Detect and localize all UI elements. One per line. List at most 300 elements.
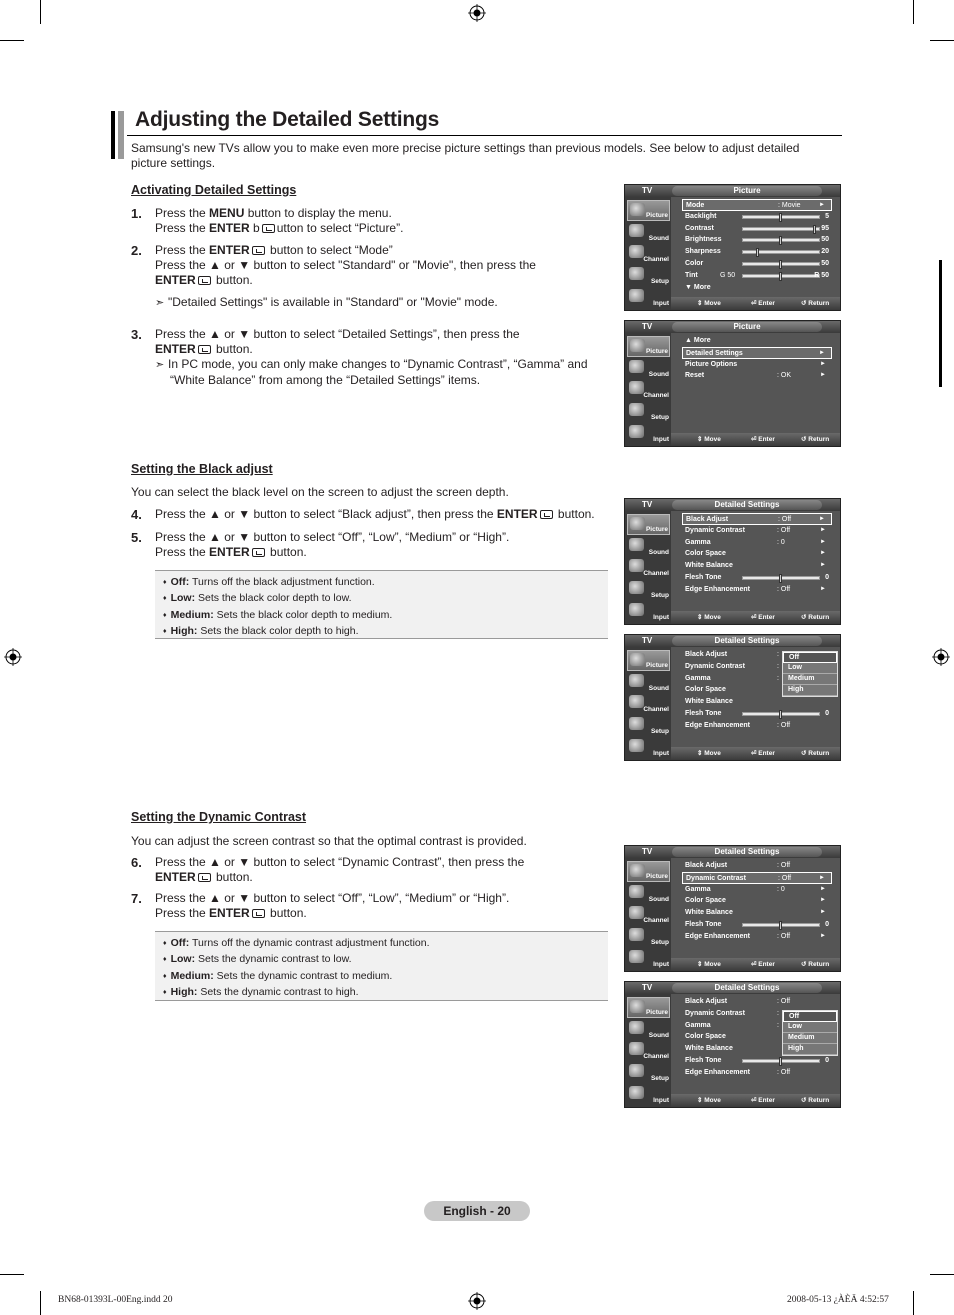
option-item (163, 985, 600, 1001)
page-number: English - 20 (424, 1201, 530, 1221)
crop-mark (930, 1274, 954, 1275)
enter-icon (262, 224, 275, 233)
sound-icon (629, 360, 644, 373)
osd-side-item-setup (627, 265, 670, 286)
osd-menu-row (682, 572, 832, 584)
osd-side-label: Picture (645, 348, 668, 355)
osd-footer-enter: ⏎ Enter (751, 961, 775, 968)
osd-side-item-sound (627, 672, 670, 693)
option-desc: Sets the dynamic contrast to high. (197, 986, 359, 999)
step-number: 2. (131, 243, 142, 258)
osd-side-label: Picture (645, 662, 668, 669)
diamond-bullet-icon: ♦ (163, 972, 167, 980)
osd-footer-move: ⇕ Move (697, 961, 721, 968)
options-box (155, 570, 608, 639)
osd-row-label: Gamma (685, 1021, 711, 1029)
step-number: 7. (131, 891, 142, 906)
option-item (163, 969, 600, 985)
osd-side-item-picture (627, 200, 670, 221)
osd-side-item-picture (627, 997, 670, 1018)
text: ENTER (155, 870, 196, 884)
text: button. (212, 273, 253, 287)
osd-side-label: Picture (645, 873, 668, 880)
osd-row-label: Backlight (685, 212, 717, 220)
enter-icon (198, 873, 211, 882)
osd-side-item-input (627, 948, 670, 969)
enter-icon (198, 276, 211, 285)
osd-row-value: : Off (777, 585, 791, 593)
section-heading: Activating Detailed Settings (131, 183, 297, 197)
osd-footer (671, 958, 841, 971)
osd-row-arrow-icon: ► (820, 550, 826, 557)
setup-icon (629, 717, 644, 730)
osd-row-label: ▼ More (685, 283, 711, 291)
option-key: Medium: (170, 608, 214, 621)
option-item (163, 936, 600, 952)
osd-row-arrow-icon: ► (820, 360, 826, 367)
osd-side-item-setup (627, 401, 670, 422)
osd-menu-row (682, 872, 832, 884)
note-text: In PC mode, you can only make changes to “Dynamic Contrast”, “Gamma” and (168, 357, 588, 371)
osd-side-item-input (627, 287, 670, 308)
osd-footer-return: ↺ Return (801, 750, 830, 757)
osd-side-label: Sound (648, 234, 669, 242)
osd-footer (671, 747, 841, 760)
edge-thumb-mark (939, 260, 942, 387)
option-item (163, 575, 600, 591)
osd-row-label: Dynamic Contrast (685, 662, 745, 670)
setup-icon (629, 928, 644, 941)
osd-menu-row (682, 895, 832, 907)
text: Press the ▲ or ▼ button to select “Dynamic Contrast”, then press the (155, 855, 525, 869)
input-icon (629, 289, 644, 302)
osd-row-label: Detailed Settings (686, 349, 743, 357)
text: button. (212, 870, 253, 884)
osd-menu-list (682, 860, 832, 943)
osd-slider (742, 227, 820, 231)
osd-footer (671, 433, 841, 446)
text: ENTER (209, 545, 250, 559)
title-bar (118, 111, 124, 159)
option-desc: Sets the black color depth to medium. (213, 608, 393, 621)
osd-tv-label: TV (642, 636, 653, 645)
step-number: 5. (131, 530, 142, 545)
diamond-bullet-icon: ♦ (163, 579, 167, 586)
osd-menu-row (682, 1067, 832, 1079)
osd-row-number: R 50 (814, 271, 829, 279)
text: b (249, 221, 260, 235)
enter-icon (252, 246, 265, 255)
osd-row-number: 95 (821, 224, 829, 232)
osd-menu-row (682, 335, 832, 347)
osd-footer-return: ↺ Return (801, 436, 830, 443)
section-heading: Setting the Black adjust (131, 462, 273, 476)
osd-footer-return: ↺ Return (801, 961, 830, 968)
osd-side-label: Channel (643, 392, 669, 400)
osd-menu-row (682, 537, 832, 549)
osd-slider-knob (779, 260, 782, 269)
osd-menu-row (682, 720, 832, 732)
osd-side-label: Channel (643, 256, 669, 264)
osd-row-number: 0 (825, 573, 829, 581)
option-key: Off: (170, 937, 190, 949)
osd-row-label: Black Adjust (685, 998, 728, 1005)
text: Press the ▲ or ▼ button to select “Off”, “Low”, “Medium” or “High”. (155, 530, 510, 544)
osd-dropdown-option: Off (783, 1011, 837, 1022)
osd-row-arrow-icon: ► (819, 349, 825, 356)
crop-mark (913, 1291, 914, 1315)
sound-icon (629, 674, 644, 687)
osd-row-label: Gamma (685, 538, 711, 546)
osd-menu-row (682, 359, 832, 371)
osd-footer (671, 611, 841, 624)
text: ENTER (209, 221, 250, 235)
sound-icon (629, 538, 644, 551)
sound-icon (629, 885, 644, 898)
osd-side-item-channel (627, 243, 670, 264)
osd-row-value: : (777, 651, 779, 658)
osd-row-value: : (777, 1021, 779, 1029)
osd-dropdown-option: Medium (783, 1033, 837, 1044)
registration-mark-icon (468, 1292, 486, 1310)
osd-slider (742, 250, 820, 254)
note-arrow-icon: ➣ (155, 297, 165, 309)
osd-side-item-channel (627, 379, 670, 400)
osd-side-label: Sound (648, 548, 669, 556)
osd-menu-title: Detailed Settings (672, 636, 822, 646)
osd-row-label: White Balance (685, 909, 733, 917)
setup-icon (629, 1064, 644, 1077)
text: ENTER (155, 273, 196, 287)
section-paragraph: You can adjust the screen contrast so that the optimal contrast is provided. (131, 834, 527, 848)
enter-icon (540, 510, 553, 519)
tv-menu-screen-picture (624, 184, 841, 311)
input-icon (629, 1086, 644, 1099)
osd-slider-knob (779, 1057, 782, 1066)
osd-row-value: : Off (778, 516, 792, 523)
osd-side-label: Setup (650, 728, 669, 736)
text: Press the ▲ or ▼ button to select “Off”, “Low”, “Medium” or “High”. (155, 891, 510, 905)
osd-side-item-picture (627, 650, 670, 671)
osd-row-label: Black Adjust (685, 862, 728, 869)
osd-side-label: Channel (643, 917, 669, 925)
osd-row-value: : Off (777, 932, 791, 940)
osd-row-number: 0 (825, 920, 829, 928)
osd-side-item-sound (627, 222, 670, 243)
osd-footer (671, 297, 841, 310)
osd-row-number: 50 (821, 236, 829, 244)
osd-side-item-setup (627, 579, 670, 600)
osd-row-arrow-icon: ► (820, 526, 826, 533)
tv-menu-screen-detailed-black-adjust (624, 498, 841, 625)
osd-row-value: : Off (777, 862, 791, 869)
section-heading: Setting the Dynamic Contrast (131, 810, 307, 824)
input-icon (629, 950, 644, 963)
text: Press the ▲ or ▼ button to select “Detailed Settings”, then press the (155, 327, 520, 341)
osd-tv-label: TV (642, 983, 653, 992)
text: Press the ▲ or ▼ button to select “Black adjust”, then press the (155, 507, 497, 521)
osd-row-value: : (777, 662, 779, 670)
osd-dropdown-option: High (783, 1044, 837, 1055)
channel-icon (629, 559, 644, 572)
diamond-bullet-icon: ♦ (163, 628, 167, 636)
osd-slider-knob (779, 213, 782, 222)
osd-row-arrow-icon: ► (820, 932, 826, 939)
osd-menu-list (682, 335, 832, 382)
osd-row-value: G 50 (720, 271, 736, 279)
osd-menu-row (682, 548, 832, 560)
tv-menu-screen-picture-more (624, 320, 841, 447)
osd-row-label: Color Space (685, 897, 726, 905)
osd-footer-enter: ⏎ Enter (751, 300, 775, 307)
osd-side-label: Input (653, 435, 669, 443)
osd-side-item-picture (627, 514, 670, 535)
tv-menu-screen-dynamic-contrast-options (624, 981, 841, 1108)
osd-footer-return: ↺ Return (801, 614, 830, 621)
osd-row-value: : Off (777, 998, 791, 1005)
osd-side-label: Input (653, 1096, 669, 1104)
osd-row-value: : (777, 674, 779, 682)
osd-row-label: Mode (686, 202, 705, 209)
options-box (155, 931, 608, 1001)
input-icon (629, 603, 644, 616)
channel-icon (629, 381, 644, 394)
osd-row-value: : Off (777, 721, 791, 729)
option-desc: Sets the black color depth to high. (197, 625, 359, 638)
diamond-bullet-icon: ♦ (163, 611, 167, 619)
osd-menu-row (682, 347, 832, 359)
osd-dropdown-option: High (783, 685, 837, 696)
osd-footer-enter: ⏎ Enter (751, 750, 775, 757)
osd-menu-row (682, 199, 832, 211)
osd-menu-row (682, 696, 832, 708)
option-item (163, 591, 600, 607)
osd-menu-row (682, 708, 832, 720)
enter-icon (198, 345, 211, 354)
option-key: Low: (170, 592, 196, 605)
option-item (163, 624, 600, 640)
option-desc: Sets the dynamic contrast to low. (195, 953, 352, 966)
osd-row-value: : Movie (778, 202, 801, 209)
picture-icon (630, 1000, 645, 1013)
osd-footer-move: ⇕ Move (697, 300, 721, 307)
osd-row-arrow-icon: ► (820, 909, 826, 916)
osd-row-label: Edge Enhancement (685, 932, 750, 940)
text: button. (554, 507, 595, 521)
option-key: Medium: (170, 969, 214, 982)
osd-row-label: Dynamic Contrast (685, 526, 745, 534)
step-number: 6. (131, 855, 142, 870)
osd-footer-move: ⇕ Move (697, 614, 721, 621)
osd-footer-move: ⇕ Move (697, 1097, 721, 1104)
osd-row-label: White Balance (685, 562, 733, 570)
option-desc: Sets the black color depth to low. (195, 592, 352, 605)
step-number: 4. (131, 507, 142, 522)
osd-side-label: Input (653, 749, 669, 757)
osd-slider-knob (779, 272, 782, 281)
osd-row-label: Color Space (685, 686, 726, 694)
osd-slider (742, 576, 820, 580)
osd-side-item-input (627, 737, 670, 758)
text: ENTER (209, 906, 250, 920)
osd-dropdown-option: Low (783, 1022, 837, 1033)
setup-icon (629, 581, 644, 594)
osd-side-label: Channel (643, 706, 669, 714)
osd-side-label: Sound (648, 1031, 669, 1039)
text: ENTER (496, 507, 538, 521)
osd-row-value: : 0 (777, 885, 785, 893)
osd-menu-list (682, 199, 832, 293)
osd-slider (742, 215, 820, 219)
osd-tv-label: TV (642, 847, 653, 856)
text: button. (266, 906, 307, 920)
text: utton to select “Picture”. (276, 221, 404, 235)
osd-row-label: Flesh Tone (685, 709, 722, 717)
osd-slider-knob (779, 710, 782, 719)
osd-row-number: 0 (825, 1056, 829, 1064)
osd-row-arrow-icon: ► (820, 372, 826, 379)
osd-slider-knob (779, 236, 782, 245)
osd-row-label: Black Adjust (686, 516, 729, 523)
channel-icon (629, 906, 644, 919)
osd-menu-title: Detailed Settings (672, 500, 822, 510)
osd-side-item-sound (627, 536, 670, 557)
sound-icon (629, 1021, 644, 1034)
osd-slider-knob (756, 248, 759, 257)
step-number: 1. (131, 206, 142, 221)
osd-row-value: : Off (777, 1068, 791, 1076)
text: button to select “Mode” (266, 243, 393, 257)
option-key: High: (170, 625, 198, 638)
osd-footer-enter: ⏎ Enter (751, 614, 775, 621)
osd-side-item-input (627, 601, 670, 622)
osd-menu-row (682, 282, 832, 294)
print-slug-left: BN68-01393L-00Eng.indd 20 (58, 1295, 173, 1305)
osd-menu-row (682, 560, 832, 572)
osd-row-number: 0 (825, 709, 829, 717)
osd-row-label: Flesh Tone (685, 920, 722, 928)
text: MENU (209, 206, 245, 220)
osd-side-label: Setup (650, 939, 669, 947)
osd-dropdown (782, 1010, 838, 1056)
osd-row-arrow-icon: ► (820, 897, 826, 904)
osd-menu-row (682, 919, 832, 931)
osd-menu-row (682, 884, 832, 896)
osd-row-arrow-icon: ► (819, 202, 825, 208)
option-desc: Turns off the dynamic contrast adjustment function. (189, 937, 430, 949)
osd-dropdown-option: Medium (783, 674, 837, 685)
osd-row-label: Color Space (685, 1033, 726, 1041)
osd-footer-return: ↺ Return (801, 1097, 830, 1104)
note-arrow-icon: ➣ (155, 359, 165, 371)
option-item (163, 608, 600, 624)
osd-tv-label: TV (642, 322, 653, 331)
input-icon (629, 425, 644, 438)
option-key: Off: (170, 576, 190, 588)
channel-icon (629, 1042, 644, 1055)
option-desc: Sets the dynamic contrast to medium. (213, 969, 393, 982)
picture-icon (630, 653, 645, 666)
osd-dropdown-option: Low (783, 663, 837, 674)
text: Press the (155, 545, 210, 559)
osd-side-label: Input (653, 299, 669, 307)
title-rule (127, 135, 842, 136)
osd-row-label: White Balance (685, 1045, 733, 1053)
osd-menu-title: Detailed Settings (672, 847, 822, 857)
text: Press the (155, 906, 210, 920)
tv-menu-screen-detailed-dynamic-contrast (624, 845, 841, 972)
osd-row-label: Edge Enhancement (685, 585, 750, 593)
option-key: High: (170, 986, 198, 999)
osd-row-label: Edge Enhancement (685, 1068, 750, 1076)
osd-slider (742, 1059, 820, 1063)
osd-slider (742, 262, 820, 266)
osd-row-label: Edge Enhancement (685, 721, 750, 729)
text: button. (212, 342, 253, 356)
print-slug-right: 2008-05-13 ¿ÀÈÄ 4:52:57 (787, 1295, 889, 1305)
osd-menu-row (682, 996, 832, 1008)
osd-row-label: Tint (685, 271, 698, 279)
osd-menu-title: Picture (672, 322, 822, 332)
osd-side-item-picture (627, 861, 670, 882)
text: Press the (155, 243, 210, 257)
osd-row-label: Dynamic Contrast (685, 1009, 745, 1017)
osd-side-item-channel (627, 1040, 670, 1061)
osd-side-label: Picture (645, 526, 668, 533)
osd-menu-row (682, 931, 832, 943)
osd-menu-title: Detailed Settings (672, 983, 822, 993)
osd-row-label: Flesh Tone (685, 1056, 722, 1064)
osd-menu-row (682, 234, 832, 246)
osd-side-label: Setup (650, 414, 669, 422)
osd-side-label: Picture (645, 212, 668, 219)
osd-slider-knob (779, 921, 782, 930)
osd-row-arrow-icon: ► (820, 885, 826, 892)
osd-row-label: Color (685, 259, 704, 267)
osd-row-label: Reset (685, 372, 705, 380)
osd-footer (671, 1094, 841, 1107)
osd-footer-enter: ⏎ Enter (751, 436, 775, 443)
diamond-bullet-icon: ♦ (163, 940, 167, 947)
osd-side-label: Channel (643, 570, 669, 578)
tv-menu-screen-black-adjust-options (624, 634, 841, 761)
osd-side-item-channel (627, 693, 670, 714)
text: Press the ▲ or ▼ button to select "Standard" or "Movie", then press the (155, 258, 536, 272)
osd-footer-move: ⇕ Move (697, 436, 721, 443)
osd-footer-enter: ⏎ Enter (751, 1097, 775, 1104)
osd-side-item-sound (627, 883, 670, 904)
crop-mark (40, 1291, 41, 1315)
step-number: 3. (131, 327, 142, 342)
osd-side-item-input (627, 1084, 670, 1105)
osd-row-number: 5 (825, 212, 829, 220)
diamond-bullet-icon: ♦ (163, 595, 167, 603)
osd-side-label: Setup (650, 592, 669, 600)
title-bar (111, 111, 115, 159)
option-key: Low: (170, 953, 196, 966)
osd-slider-knob (813, 225, 816, 234)
crop-mark (930, 40, 954, 41)
text: ENTER (155, 342, 196, 356)
osd-row-label: Flesh Tone (685, 573, 722, 581)
osd-row-value: : Off (778, 874, 792, 882)
osd-row-value: : Off (777, 526, 791, 534)
crop-mark (40, 0, 41, 24)
diamond-bullet-icon: ♦ (163, 956, 167, 964)
enter-icon (252, 548, 265, 557)
diamond-bullet-icon: ♦ (163, 989, 167, 997)
osd-footer-move: ⇕ Move (697, 750, 721, 757)
